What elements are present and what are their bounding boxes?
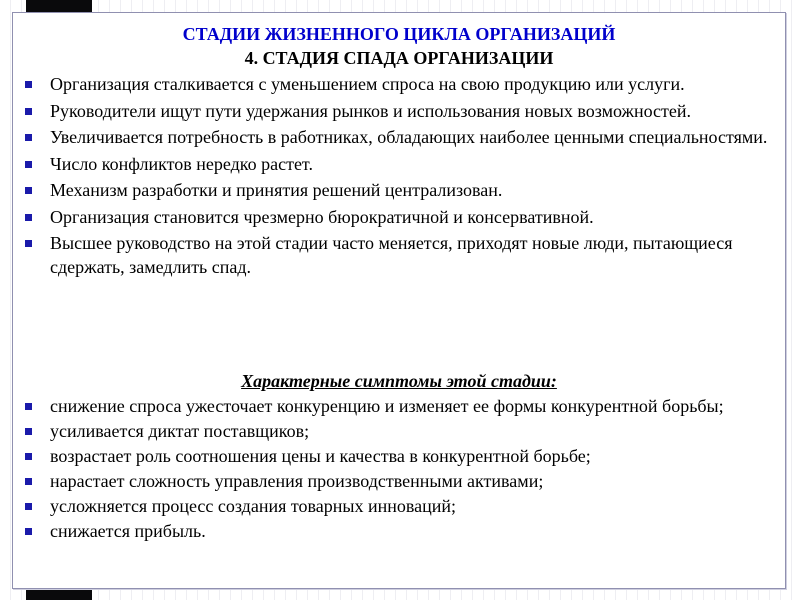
list-item-text: Увеличивается потребность в работниках, обладающих наиболее ценными специальностями. bbox=[50, 127, 768, 147]
square-bullet-icon bbox=[25, 81, 32, 88]
symptoms-heading: Характерные симптомы этой стадии: bbox=[241, 371, 557, 391]
list-item-text: усиливается диктат поставщиков; bbox=[50, 421, 310, 441]
list-item-text: снижение спроса ужесточает конкуренцию и изменяет ее формы конкурентной борьбы; bbox=[50, 396, 724, 416]
square-bullet-icon bbox=[25, 108, 32, 115]
list-item-text: Организация становится чрезмерно бюрократичной и консервативной. bbox=[50, 206, 594, 227]
list-item bbox=[13, 73, 785, 97]
square-bullet-icon bbox=[25, 214, 32, 221]
list-item-text: снижается прибыль. bbox=[50, 521, 206, 541]
list-item-text: возрастает роль соотношения цены и качества в конкурентной борьбе; bbox=[50, 446, 591, 466]
list-item bbox=[13, 179, 785, 203]
list-item-text: Организация сталкивается с уменьшением спроса на свою продукцию или услуги. bbox=[50, 74, 685, 94]
square-bullet-icon bbox=[25, 240, 32, 247]
list-item-text: Руководители ищут пути удержания рынков и использования новых возможностей. bbox=[50, 100, 692, 121]
square-bullet-icon bbox=[25, 478, 32, 485]
symptoms-list bbox=[13, 395, 785, 545]
square-bullet-icon bbox=[25, 453, 32, 460]
square-bullet-icon bbox=[25, 403, 32, 410]
list-item bbox=[13, 470, 785, 494]
list-item-text: Механизм разработки и принятия решений централизован. bbox=[50, 180, 503, 200]
list-item-text: усложняется процесс создания товарных инноваций; bbox=[50, 496, 457, 516]
stage-description-list bbox=[13, 73, 785, 282]
list-item-text: Высшее руководство на этой стадии часто меняется, приходят новые люди, пытающиеся сдержать, замедлить спад. bbox=[50, 233, 733, 277]
list-item bbox=[13, 420, 785, 444]
list-item-text: нарастает сложность управления производственными активами; bbox=[50, 471, 544, 491]
square-bullet-icon bbox=[25, 134, 32, 141]
list-item bbox=[13, 395, 785, 419]
square-bullet-icon bbox=[25, 528, 32, 535]
square-bullet-icon bbox=[25, 503, 32, 510]
slide-title: СТАДИИ ЖИЗНЕННОГО ЦИКЛА ОРГАНИЗАЦИЙ bbox=[182, 24, 616, 44]
square-bullet-icon bbox=[25, 428, 32, 435]
list-item bbox=[13, 232, 785, 279]
content-panel bbox=[12, 12, 786, 589]
list-item bbox=[13, 100, 785, 124]
square-bullet-icon bbox=[25, 161, 32, 168]
list-item bbox=[13, 445, 785, 469]
slide-subtitle: 4. СТАДИЯ СПАДА ОРГАНИЗАЦИИ bbox=[244, 48, 554, 68]
list-item bbox=[13, 206, 785, 230]
list-item bbox=[13, 520, 785, 544]
list-item bbox=[13, 153, 785, 177]
list-item bbox=[13, 495, 785, 519]
list-item bbox=[13, 126, 785, 150]
square-bullet-icon bbox=[25, 187, 32, 194]
list-item-text: Число конфликтов нередко растет. bbox=[50, 153, 313, 174]
